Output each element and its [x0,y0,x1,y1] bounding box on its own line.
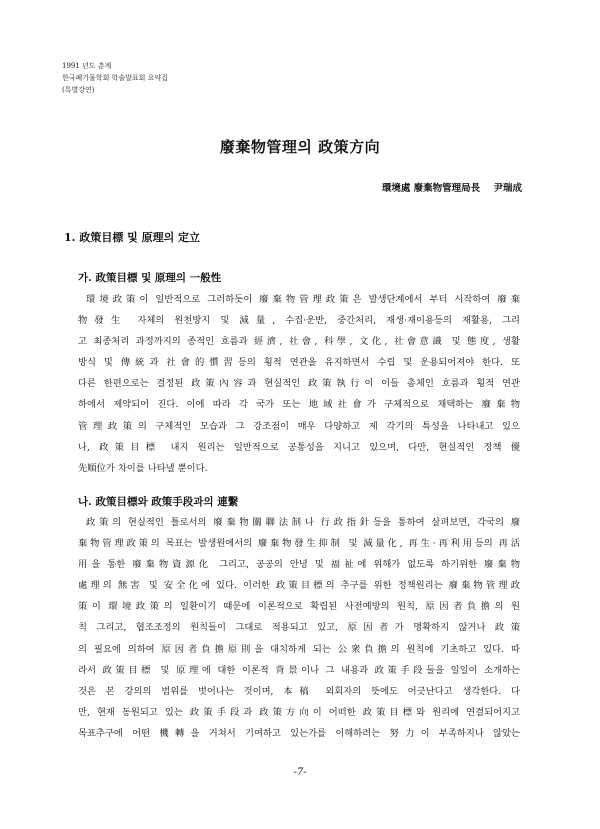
paragraph-line: 環境政策이 일반적으로 그러하듯이 廢棄物管理政策은 발생단계에서 부터 시작하여 廢棄 [86,294,520,305]
paragraph-line: 하에서 제약되어 진다. 이에 따라 각 국가 또는 地域社會가 구체적으로 채택하는 廢棄物 [78,399,520,411]
paragraph-line: 라서 政策目標 및 原理에 대한 이론적 背景이나 그 내용과 政策手段들을 일일이 소개하는 [78,664,520,676]
page-number: -7- [293,767,307,778]
author-name: 尹瑞成 [493,183,522,194]
header-line-year: 1991 년도 춘계 [62,62,112,70]
paragraph-na [78,512,520,744]
author-affiliation: 環境處 廢棄物管理局長 [381,183,481,194]
paragraph-line: 것은 본 강의의 범위를 벗어나는 것이며, 本稿 외회자의 뜻에도 어긋난다고 생각한다. 다 [78,685,520,697]
paragraph-line: 다른 한편으로는 결정된 政策內容과 현실적인 政策執行이 이들 총체인 흐름과 횡적 연관 [78,378,520,390]
paragraph-line: 管理政策의 구체적인 모습과 그 강조점이 매우 다양하고 제 각기의 특성을 나타내고 있으 [78,420,520,432]
header-line-proceedings: 한국폐기물학회 학술발표회 요약집 [62,74,168,82]
paragraph-line: 棄物管理政策의 목표는 발생원에서의 廢棄物發生抑制 및 減量化, 再生·再利用등의 再活 [78,538,520,550]
author-line [372,180,522,194]
paper-title: 廢棄物管理의 政策方向 [219,138,381,156]
paragraph-line: 物發生 자체의 원천방지 및 減量, 수집·운반, 중간처리, 재생·재이용등의 재활용, 그리 [78,315,520,327]
paragraph-line: 나, 政策目標 내지 원리는 일반적으로 공통성을 지니고 있으며, 다만, 현실적인 정책 優 [78,441,520,453]
paragraph-line: 목표추구에 어떤 機轉을 거쳐서 기여하고 있는가를 이해하려는 努力이 부족하지나 않았는 [78,727,520,739]
paragraph-line: 의 필요에 의하여 原因者負擔原則을 대치하게 되는 公衆負擔의 원칙에 기초하고 있다. 따 [78,643,520,655]
paragraph-ga [78,289,520,479]
subsection-ga-heading: 가. 政策目標 및 原理의 一般性 [78,272,222,284]
paragraph-line: 策이 環境政策의 일환이기 때문에 이론적으로 확립된 사전예방의 원칙, 原因者負擔의 원 [78,601,520,613]
paragraph-line: 處理의 無害 및 安全化에 있다. 이러한 政策目標의 추구를 위한 정책원리는 廢棄物管理政 [78,580,520,592]
paragraph-line: 고 최종처리 과정까지의 종적인 흐름과 經濟, 社會, 科學, 文化, 社會意識 및 態度, 생활 [78,336,520,348]
subsection-na-heading: 나. 政策目標와 政策手段과의 連繫 [78,496,239,508]
paragraph-line: 用을 통한 廢棄物資源化 그리고, 공공의 안녕 및 福祉에 위해가 없도록 하기위한 廢棄物 [78,559,520,571]
header-line-special-lecture: (특별강연) [62,86,95,94]
paragraph-line: 방식 및 傳統과 社會的慣習등의 횡적 연관을 유지하면서 수립 및 운용되어져야 한다. 또 [78,357,520,369]
paragraph-line: 政策의 현실적인 틀로서의 廢棄物關聯法制나 行政指針등을 통하여 살펴보면, 각국의 廢 [86,517,520,528]
section-1-heading: 1. 政策目標 및 原理의 定立 [64,231,201,244]
conference-header [62,60,168,96]
paragraph-line: 만, 현재 동원되고 있는 政策手段과 政策方向이 어떠한 政策目標와 원리에 연결되어지고 [78,706,520,718]
paragraph-line: 先順位가 차이를 나타낼 뿐이다. [78,462,208,474]
paragraph-line: 칙 그리고, 협조조정의 원칙들이 그대로 적용되고 있고, 原因者가 명확하지 않거나 政策 [78,622,520,634]
